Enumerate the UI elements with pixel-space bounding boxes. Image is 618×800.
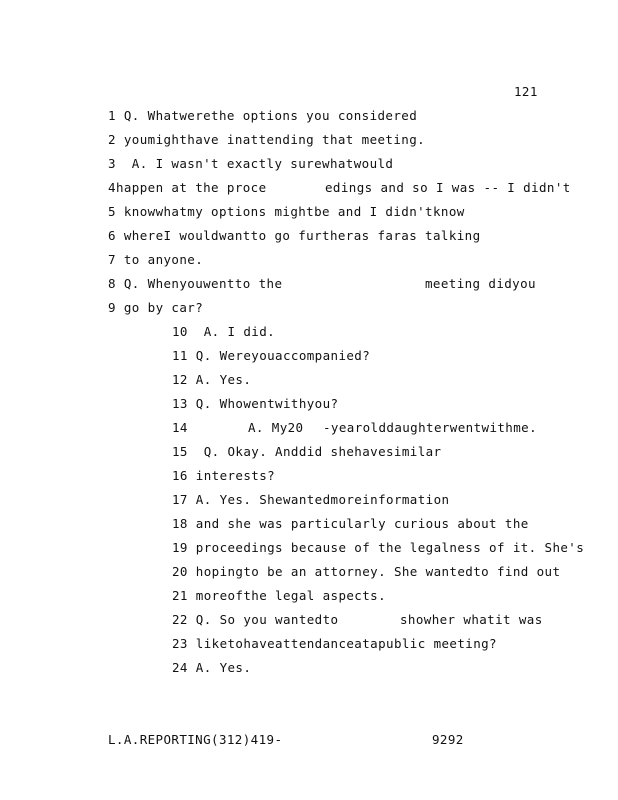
line-number: 17 [172, 492, 188, 507]
line-1 [108, 108, 417, 124]
line-text: go by car? [123, 300, 204, 315]
line-text: proceedings because of the legalness of it. She's [195, 540, 585, 555]
page-number: 121 [514, 84, 538, 99]
line-8-continuation: meeting didyou [425, 276, 536, 291]
line-number: 10 [172, 324, 188, 339]
line-number: 11 [172, 348, 188, 363]
line-16 [172, 468, 275, 484]
line-number: 7 [108, 252, 116, 267]
line-24 [172, 660, 251, 676]
line-14-continuation: -yearolddaughterwentwithme. [323, 420, 537, 435]
line-23 [172, 636, 497, 652]
line-11 [172, 348, 370, 364]
line-17 [172, 492, 449, 508]
line-text: Q. Okay. Anddid shehavesimilar [203, 444, 442, 459]
line-21 [172, 588, 386, 604]
line-text: Q. Wereyouaccompanied? [195, 348, 371, 363]
line-2 [108, 132, 425, 148]
line-text: interests? [195, 468, 276, 483]
line-text: Q. Whenyouwentto the [123, 276, 283, 291]
line-number: 23 [172, 636, 188, 651]
line-number: 24 [172, 660, 188, 675]
line-22-continuation: showher whatit was [400, 612, 543, 627]
line-text: hopingto be an attorney. She wantedto find out [195, 564, 561, 579]
line-13 [172, 396, 338, 412]
footer-reporter: L.A.REPORTING(312)419- [108, 732, 283, 747]
line-text: whereI wouldwantto go furtheras faras talking [123, 228, 481, 243]
line-number: 14 [172, 420, 188, 435]
line-number: 13 [172, 396, 188, 411]
line-12 [172, 372, 251, 388]
line-3 [108, 156, 393, 172]
line-7 [108, 252, 203, 268]
line-18 [172, 516, 529, 532]
line-text: A. Yes. [195, 372, 252, 387]
line-8 [108, 276, 282, 292]
line-text: liketohaveattendanceatapublic meeting? [195, 636, 497, 651]
line-number: 1 [108, 108, 116, 123]
line-text: happen at the proce [115, 180, 267, 195]
line-5 [108, 204, 465, 220]
line-number: 6 [108, 228, 116, 243]
line-text: knowwhatmy options mightbe and I didn'tknow [123, 204, 465, 219]
line-text: A. I wasn't exactly surewhatwould [131, 156, 394, 171]
line-number: 15 [172, 444, 188, 459]
line-14-text: A. My20 [248, 420, 304, 435]
line-19 [172, 540, 584, 556]
line-text: Q. Whowentwithyou? [195, 396, 339, 411]
line-text: and she was particularly curious about the [195, 516, 529, 531]
line-text: to anyone. [123, 252, 204, 267]
line-6 [108, 228, 481, 244]
line-number: 3 [108, 156, 116, 171]
line-text: Q. So you wantedto [195, 612, 339, 627]
line-number: 16 [172, 468, 188, 483]
line-9 [108, 300, 203, 316]
line-20 [172, 564, 560, 580]
line-number: 8 [108, 276, 116, 291]
line-number: 2 [108, 132, 116, 147]
line-number: 12 [172, 372, 188, 387]
line-number: 20 [172, 564, 188, 579]
line-number: 19 [172, 540, 188, 555]
line-number: 22 [172, 612, 188, 627]
line-text: A. Yes. [195, 660, 252, 675]
line-number: 9 [108, 300, 116, 315]
line-text: A. I did. [203, 324, 276, 339]
line-number: 18 [172, 516, 188, 531]
line-4 [108, 180, 267, 196]
line-10 [172, 324, 275, 340]
line-number: 5 [108, 204, 116, 219]
footer-phone-suffix: 9292 [432, 732, 464, 747]
line-15 [172, 444, 442, 460]
line-text: A. Yes. Shewantedmoreinformation [195, 492, 450, 507]
line-number: 4 [108, 180, 116, 195]
line-text: Q. Whatwerethe options you considered [123, 108, 418, 123]
line-text: youmighthave inattending that meeting. [123, 132, 426, 147]
line-4-continuation: edings and so I was -- I didn't [325, 180, 571, 195]
line-14 [172, 420, 188, 436]
line-number: 21 [172, 588, 188, 603]
line-text: moreofthe legal aspects. [195, 588, 387, 603]
line-22 [172, 612, 338, 628]
